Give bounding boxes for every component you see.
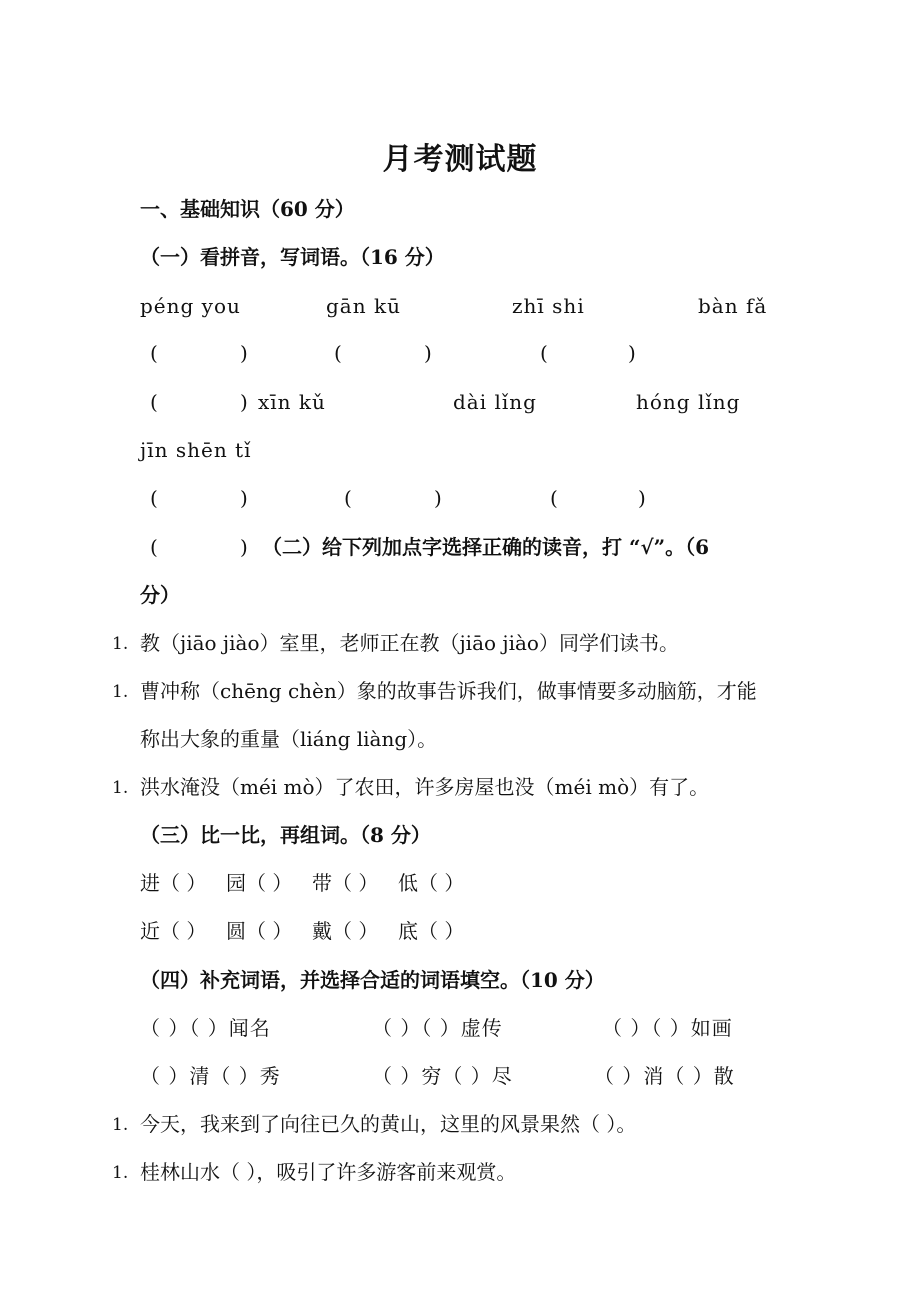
question-item: 教（jiāo jiào）室里，老师正在教（jiāo jiào）同学们读书。	[140, 631, 679, 655]
item-number: 1.	[112, 778, 129, 798]
answer-bracket: (	[150, 341, 158, 365]
pinyin-item: zhī shi	[512, 294, 585, 318]
word-compare-item: 带（ ）	[312, 871, 379, 895]
answer-bracket: (	[540, 341, 548, 365]
item-number: 1.	[112, 682, 129, 702]
answer-bracket: )	[240, 535, 248, 559]
answer-bracket: (	[150, 486, 158, 510]
question-item: 今天，我来到了向往已久的黄山，这里的风景果然（ ）。	[140, 1112, 637, 1136]
idiom-fill-item: （ ）消（ ）散	[594, 1064, 735, 1088]
pinyin-item: gān kū	[326, 294, 401, 318]
pinyin-item: bàn fǎ	[698, 294, 768, 318]
word-compare-item: 底（ ）	[398, 919, 465, 943]
section-heading: 一、基础知识（60 分）	[140, 197, 355, 221]
answer-bracket: (	[150, 390, 158, 414]
answer-bracket: )	[638, 486, 646, 510]
item-number: 1.	[112, 634, 129, 654]
answer-bracket: )	[240, 486, 248, 510]
idiom-fill-item: （ ）清（ ）秀	[140, 1064, 281, 1088]
word-compare-item: 园（ ）	[226, 871, 293, 895]
idiom-fill-item: （ ）（ ）如画	[602, 1016, 733, 1040]
question-item: 洪水淹没（méi mò）了农田，许多房屋也没（méi mò）有了。	[140, 775, 710, 799]
part1-heading: （一）看拼音，写词语。（16 分）	[140, 245, 445, 269]
answer-bracket: (	[334, 341, 342, 365]
part3-heading: （三）比一比，再组词。（8 分）	[140, 823, 431, 847]
idiom-fill-item: （ ）（ ）闻名	[140, 1016, 271, 1040]
question-item-continued: 称出大象的重量（liáng liàng）。	[140, 727, 438, 751]
answer-bracket: )	[240, 390, 248, 414]
word-compare-item: 圆（ ）	[226, 919, 293, 943]
pinyin-item: péng you	[140, 294, 241, 318]
item-number: 1.	[112, 1115, 129, 1135]
question-item: 桂林山水（ ），吸引了许多游客前来观赏。	[140, 1160, 517, 1184]
part4-heading: （四）补充词语，并选择合适的词语填空。（10 分）	[140, 968, 605, 992]
word-compare-item: 戴（ ）	[312, 919, 379, 943]
answer-bracket: )	[628, 341, 636, 365]
word-compare-item: 低（ ）	[398, 871, 465, 895]
answer-bracket: (	[150, 535, 158, 559]
answer-bracket: )	[434, 486, 442, 510]
pinyin-item: xīn kǔ	[258, 390, 326, 414]
item-number: 1.	[112, 1163, 129, 1183]
word-compare-item: 近（ ）	[140, 919, 207, 943]
answer-bracket: (	[550, 486, 558, 510]
part2-heading: （二）给下列加点字选择正确的读音，打 “√”。（6	[262, 535, 710, 559]
pinyin-item: jīn shēn tǐ	[140, 438, 252, 462]
idiom-fill-item: （ ）（ ）虚传	[372, 1016, 503, 1040]
part2-heading-continued: 分）	[140, 583, 180, 607]
answer-bracket: )	[424, 341, 432, 365]
question-item: 曹冲称（chēng chèn）象的故事告诉我们，做事情要多动脑筋，才能	[140, 679, 757, 703]
word-compare-item: 进（ ）	[140, 871, 207, 895]
answer-bracket: )	[240, 341, 248, 365]
page-title: 月考测试题	[382, 142, 538, 177]
answer-bracket: (	[344, 486, 352, 510]
idiom-fill-item: （ ）穷（ ）尽	[372, 1064, 513, 1088]
pinyin-item: hóng lǐng	[636, 390, 741, 414]
pinyin-item: dài lǐng	[453, 390, 537, 414]
